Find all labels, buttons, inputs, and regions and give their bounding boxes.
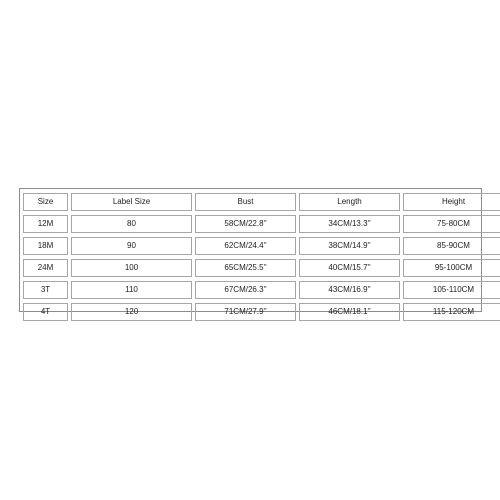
cell-length: 43CM/16.9'' [299,281,400,299]
cell-height: 85-90CM [403,237,500,255]
cell-height: 75-80CM [403,215,500,233]
cell-bust: 65CM/25.5'' [195,259,296,277]
size-chart-panel [19,188,482,316]
cell-size: 3T [23,281,68,299]
cell-length: 38CM/14.9'' [299,237,400,255]
cell-length: 46CM/18.1'' [299,303,400,321]
cell-label-size: 80 [71,215,192,233]
table-row [23,303,500,321]
cell-label-size: 120 [71,303,192,321]
size-table [20,189,500,325]
cell-size: 4T [23,303,68,321]
table-header-row [23,193,500,211]
cell-label-size: 110 [71,281,192,299]
cell-length: 40CM/15.7'' [299,259,400,277]
header-bust: Bust [195,193,296,211]
cell-label-size: 100 [71,259,192,277]
cell-size: 12M [23,215,68,233]
header-size: Size [23,193,68,211]
header-height: Height [403,193,500,211]
cell-height: 115-120CM [403,303,500,321]
cell-size: 18M [23,237,68,255]
cell-size: 24M [23,259,68,277]
cell-height: 105-110CM [403,281,500,299]
cell-height: 95-100CM [403,259,500,277]
table-row [23,281,500,299]
cell-length: 34CM/13.3'' [299,215,400,233]
header-label-size: Label Size [71,193,192,211]
cell-bust: 71CM/27.9'' [195,303,296,321]
cell-bust: 62CM/24.4'' [195,237,296,255]
table-row [23,259,500,277]
table-row [23,215,500,233]
cell-bust: 58CM/22.8'' [195,215,296,233]
cell-bust: 67CM/26.3'' [195,281,296,299]
table-row [23,237,500,255]
cell-label-size: 90 [71,237,192,255]
header-length: Length [299,193,400,211]
